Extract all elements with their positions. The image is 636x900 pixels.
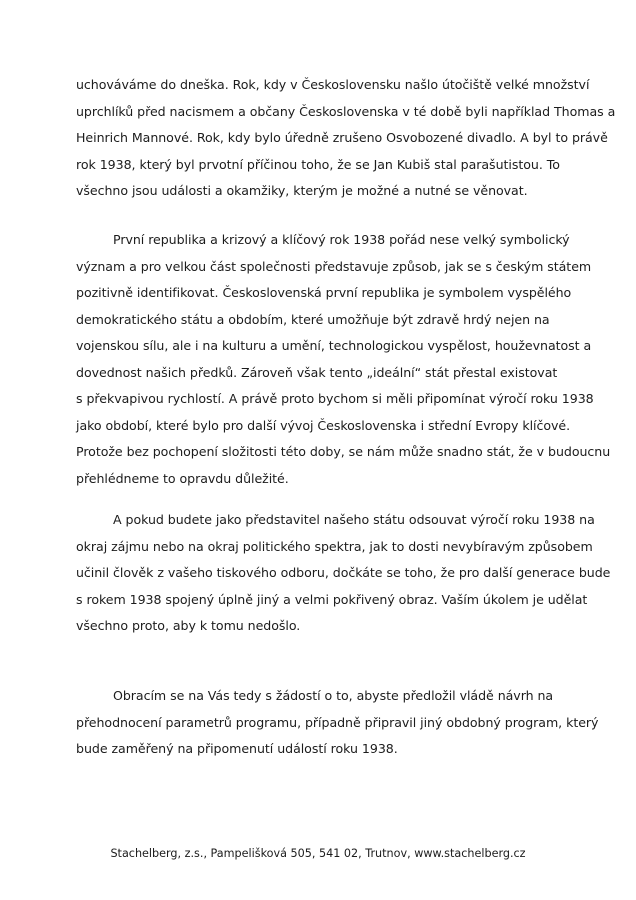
text-line: přehodnocení parametrů programu, případně připravil jiný obdobný program, který [76,714,599,730]
text-line: přehlédneme to opravdu důležité. [76,470,289,486]
text-line: všechno jsou události a okamžiky, kterým je možné a nutné se věnovat. [76,183,528,198]
text-line: Protože bez pochopení složitosti této doby, se nám může snadno stát, že v budoucnu [76,444,611,459]
paragraph-4 [76,683,616,763]
text-line: uprchlíků před nacismem a občany Československa v té době byli například Thomas a [76,103,616,119]
text-line: všechno proto, aby k tomu nedošlo. [76,618,301,633]
text-line: Heinrich Mannové. Rok, kdy bylo úředně zrušeno Osvobozené divadlo. A byl to právě [76,130,608,145]
text-line: okraj zájmu nebo na okraj politického spektra, jak to dosti nevybíravým způsobem [76,538,593,554]
text-line: s překvapivou rychlostí. A právě proto bychom si měli připomínat výročí roku 1938 [76,391,594,406]
text-line: uchováváme do dneška. Rok, kdy v Československu našlo útočiště velké množství [76,77,590,92]
text-line: vojenskou sílu, ale i na kulturu a umění, technologickou vyspělost, houževnatost a [76,338,592,353]
text-line: Obracím se na Vás tedy s žádostí o to, abyste předložil vládě návrh na [113,688,554,703]
text-line: význam a pro velkou část společnosti představuje způsob, jak se s českým státem [76,258,592,274]
footer-address: Stachelberg, z.s., Pampelišková 505, 541 02, Trutnov, www.stachelberg.cz [110,847,526,860]
text-line: rok 1938, který byl prvotní příčinou toho, že se Jan Kubiš stal parašutistou. To [76,156,560,172]
text-line: s rokem 1938 spojený úplně jiný a velmi pokřivený obraz. Vaším úkolem je udělat [76,591,588,607]
text-line: První republika a krizový a klíčový rok 1938 pořád nese velký symbolický [113,232,570,247]
text-line: jako období, které bylo pro další vývoj Československa i střední Evropy klíčové. [76,417,571,433]
paragraph-3 [76,507,616,640]
text-line: demokratického státu a obdobím, které umožňuje být zdravě hrdý nejen na [76,311,550,327]
text-line: pozitivně identifikovat. Československá první republika je symbolem vyspělého [76,285,572,300]
text-line: bude zaměřený na připomenutí událostí roku 1938. [76,741,398,756]
text-line: A pokud budete jako představitel našeho státu odsouvat výročí roku 1938 na [113,512,595,527]
text-line: učinil člověk z vašeho tiskového odboru, dočkáte se toho, že pro další generace bude [76,565,611,580]
paragraph-2 [76,227,616,492]
text-line: dovednost našich předků. Zároveň však tento „ideální“ stát přestal existovat [76,364,558,380]
paragraph-1 [76,72,616,205]
